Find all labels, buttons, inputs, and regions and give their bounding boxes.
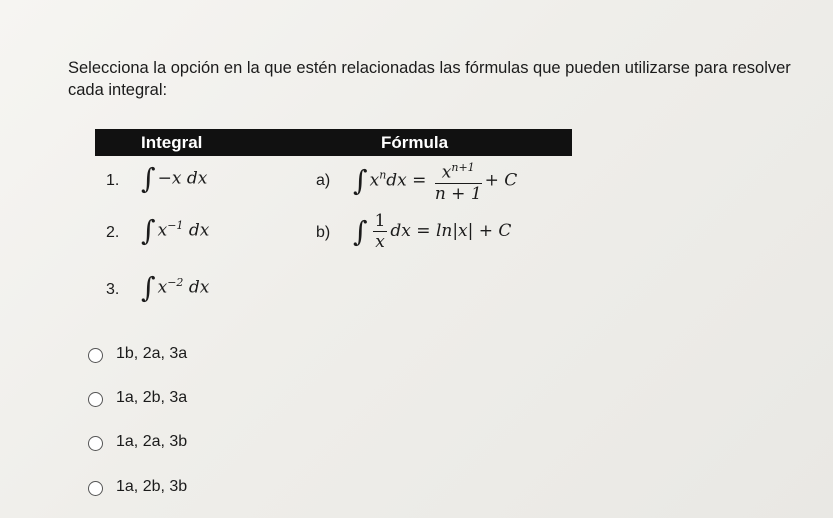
option-label[interactable]: 1a, 2b, 3a bbox=[116, 389, 188, 406]
radio-button[interactable] bbox=[88, 392, 103, 407]
formula-constant: + C bbox=[484, 170, 518, 191]
option-label[interactable]: 1b, 2a, 3a bbox=[116, 345, 188, 362]
formula-exponent: n bbox=[379, 168, 387, 182]
integral-sign-icon: ∫ bbox=[353, 163, 368, 197]
integrand-exponent: −2 bbox=[167, 275, 184, 289]
header-formula: Fórmula bbox=[381, 133, 449, 152]
header-integral: Integral bbox=[141, 133, 203, 152]
formula-letter: a) bbox=[316, 172, 331, 189]
integral-sign-icon: ∫ bbox=[141, 162, 156, 195]
differential: dx bbox=[186, 168, 208, 189]
integral-number: 1. bbox=[106, 172, 120, 189]
fraction-denominator: x bbox=[375, 232, 385, 252]
fraction-numerator: 1 bbox=[374, 211, 386, 231]
table-row bbox=[95, 159, 572, 209]
radio-button[interactable] bbox=[88, 436, 103, 451]
formula-fraction bbox=[373, 212, 388, 251]
integral-expression bbox=[141, 214, 210, 247]
integral-expression bbox=[141, 162, 208, 195]
formula-expression bbox=[353, 159, 517, 203]
integral-sign-icon: ∫ bbox=[353, 214, 368, 248]
integrand-base: x bbox=[157, 277, 168, 298]
formula-letter: b) bbox=[316, 224, 331, 241]
integral-formula-table bbox=[95, 129, 572, 304]
table-row bbox=[95, 267, 572, 317]
integral-sign-icon: ∫ bbox=[141, 214, 156, 247]
integral-number: 3. bbox=[106, 281, 120, 298]
question-text: Selecciona la opción en la que estén relacionadas las fórmulas que pueden utilizarse para resolver cada integral: bbox=[68, 59, 791, 99]
fraction-denominator: n + 1 bbox=[434, 183, 482, 204]
option-label[interactable]: 1a, 2b, 3b bbox=[116, 478, 188, 495]
fraction-numerator: $x^{n+1}$ bbox=[435, 159, 482, 184]
integrand-exponent: −1 bbox=[167, 218, 184, 232]
formula-fraction bbox=[435, 159, 482, 203]
table-row bbox=[95, 212, 572, 262]
integrand-base: x bbox=[157, 220, 168, 241]
formula-expression bbox=[353, 212, 511, 251]
formula-base: x bbox=[369, 170, 380, 191]
differential: dx bbox=[188, 277, 210, 298]
radio-button[interactable] bbox=[88, 348, 103, 363]
table-header bbox=[95, 129, 572, 156]
formula-right-side: dx = ln|x| + C bbox=[390, 221, 512, 241]
integral-sign-icon: ∫ bbox=[141, 271, 156, 304]
integrand: −x bbox=[157, 168, 182, 189]
differential: dx bbox=[188, 220, 210, 241]
integral-number: 2. bbox=[106, 224, 120, 241]
formula-diff: dx = bbox=[386, 170, 427, 191]
radio-button[interactable] bbox=[88, 481, 103, 496]
option-label[interactable]: 1a, 2a, 3b bbox=[116, 433, 188, 450]
integral-expression bbox=[141, 271, 210, 304]
